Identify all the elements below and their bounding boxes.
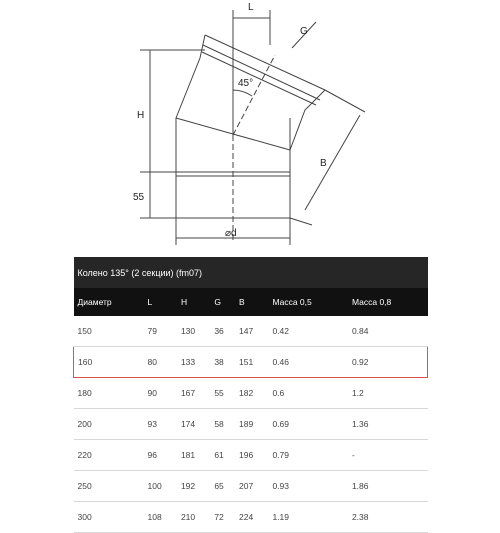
elbow-technical-drawing — [0, 0, 500, 255]
cell-mass-05: 0.79 — [268, 440, 348, 471]
cell-diameter: 150 — [74, 316, 144, 347]
spec-table — [73, 257, 428, 533]
table-row — [74, 502, 428, 533]
cell-B: 189 — [235, 409, 268, 440]
upper-rim-line — [203, 45, 320, 100]
cell-H: 133 — [177, 347, 210, 378]
col-header-mass-08: Масса 0,8 — [348, 288, 428, 316]
table-title-row — [74, 257, 428, 288]
cell-mass-08: 1.36 — [348, 409, 428, 440]
label-angle: 45° — [238, 78, 254, 89]
col-header-diameter: Диаметр — [74, 288, 144, 316]
cell-mass-05: 0.46 — [268, 347, 348, 378]
cell-G: 36 — [210, 316, 235, 347]
cell-L: 90 — [144, 378, 177, 409]
cell-L: 100 — [144, 471, 177, 502]
cell-mass-08: 0.92 — [348, 347, 428, 378]
upper-section-left-wall — [176, 35, 205, 118]
cell-mass-08: 2.38 — [348, 502, 428, 533]
cell-B: 151 — [235, 347, 268, 378]
table-row — [74, 440, 428, 471]
table-header-row — [74, 288, 428, 316]
cell-G: 55 — [210, 378, 235, 409]
cell-B: 147 — [235, 316, 268, 347]
cell-mass-08: 0.84 — [348, 316, 428, 347]
cell-L: 96 — [144, 440, 177, 471]
cell-mass-05: 0.6 — [268, 378, 348, 409]
cell-G: 72 — [210, 502, 235, 533]
table-title: Колено 135° (2 секции) (fm07) — [74, 257, 428, 288]
label-collar: 55 — [133, 192, 145, 203]
cell-H: 181 — [177, 440, 210, 471]
cell-diameter: 250 — [74, 471, 144, 502]
cell-H: 130 — [177, 316, 210, 347]
cell-B: 207 — [235, 471, 268, 502]
cell-G: 58 — [210, 409, 235, 440]
table-row — [74, 316, 428, 347]
cell-G: 61 — [210, 440, 235, 471]
cell-B: 182 — [235, 378, 268, 409]
col-header-B: B — [235, 288, 268, 316]
cell-B: 224 — [235, 502, 268, 533]
cell-mass-05: 1.19 — [268, 502, 348, 533]
cell-mass-05: 0.69 — [268, 409, 348, 440]
table-row-highlighted — [74, 347, 428, 378]
cell-diameter: 300 — [74, 502, 144, 533]
col-header-L: L — [144, 288, 177, 316]
label-H: H — [137, 110, 145, 121]
col-header-G: G — [210, 288, 235, 316]
cell-G: 65 — [210, 471, 235, 502]
cell-mass-05: 0.42 — [268, 316, 348, 347]
cell-mass-08: 1.86 — [348, 471, 428, 502]
table-row — [74, 471, 428, 502]
cell-mass-08: - — [348, 440, 428, 471]
label-B: B — [320, 158, 327, 169]
dim-B-line — [305, 115, 360, 210]
cell-L: 80 — [144, 347, 177, 378]
angle-arc — [233, 90, 252, 96]
cell-mass-05: 0.93 — [268, 471, 348, 502]
label-L: L — [248, 2, 254, 13]
label-G: G — [300, 26, 308, 37]
cell-diameter: 220 — [74, 440, 144, 471]
cell-L: 79 — [144, 316, 177, 347]
table-row — [74, 378, 428, 409]
col-header-mass-05: Масса 0,5 — [268, 288, 348, 316]
center-line-upper — [233, 55, 275, 135]
cell-G: 38 — [210, 347, 235, 378]
upper-section-right-wall — [290, 90, 325, 150]
cell-L: 93 — [144, 409, 177, 440]
col-header-H: H — [177, 288, 210, 316]
cell-diameter: 200 — [74, 409, 144, 440]
cell-diameter: 160 — [74, 347, 144, 378]
dim-B-ext-bottom — [290, 218, 312, 225]
cell-mass-08: 1.2 — [348, 378, 428, 409]
label-diameter: ⌀d — [225, 228, 237, 239]
cell-B: 196 — [235, 440, 268, 471]
cell-H: 192 — [177, 471, 210, 502]
cell-L: 108 — [144, 502, 177, 533]
cell-H: 167 — [177, 378, 210, 409]
table-row — [74, 409, 428, 440]
cell-H: 174 — [177, 409, 210, 440]
cell-diameter: 180 — [74, 378, 144, 409]
cell-H: 210 — [177, 502, 210, 533]
dim-B-ext-top — [325, 90, 365, 112]
